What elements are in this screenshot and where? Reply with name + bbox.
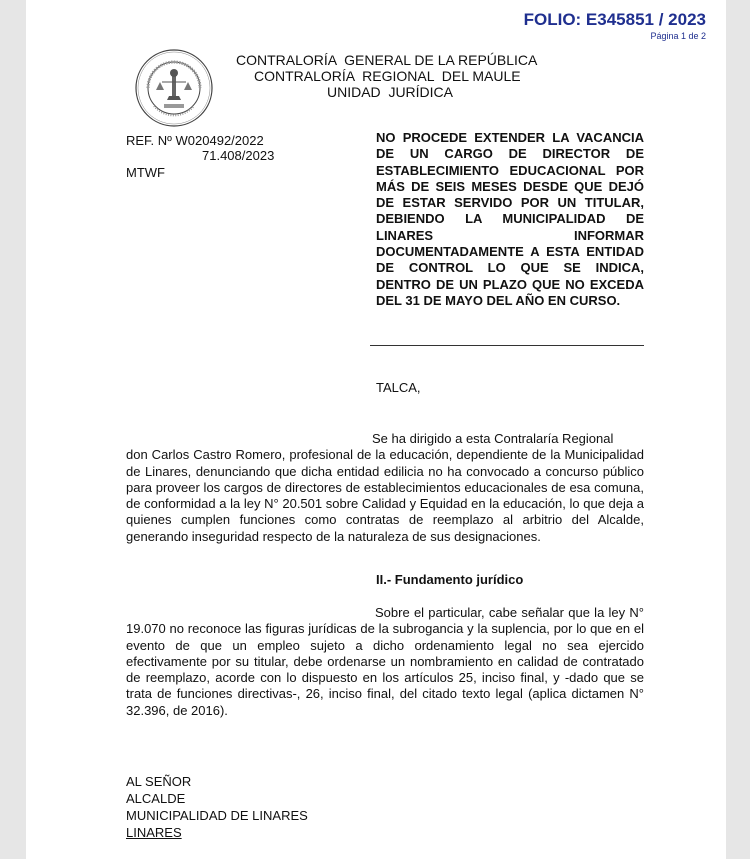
paragraph-introduction-first-line: Se ha dirigido a esta Contralaría Regional [372, 431, 614, 446]
addressee-line-4: LINARES [126, 825, 182, 840]
reference-number: REF. Nº W020492/2022 [126, 133, 264, 148]
summary-divider [370, 345, 644, 346]
addressee-line-3: MUNICIPALIDAD DE LINARES [126, 808, 308, 823]
place-line: TALCA, [376, 380, 421, 395]
paragraph-introduction [126, 431, 644, 545]
header-line-3: UNIDAD JURÍDICA [327, 84, 454, 100]
institution-header [236, 52, 537, 100]
header-line-1: CONTRALORÍA GENERAL DE LA REPÚBLICA [236, 52, 538, 68]
addressee-line-1: AL SEÑOR [126, 774, 192, 789]
paragraph-introduction-body: don Carlos Castro Romero, profesional de la educación, dependiente de la Municipalidad de Linares, denunciando que dicha entidad edilicia no ha convocado a concurso público para proveer los cargos de directores de establecimientos educacionales de esa comuna, de conformidad a la ley N° 20.501 sobre Calidad y Equidad en la educación, lo que deja a quienes cumplen funciones como contratas de reemplazo al arbitrio del Alcalde, generando inseguridad respecto de la naturaleza de sus designaciones. [126, 447, 644, 544]
addressee-line-2: ALCALDE [126, 791, 186, 806]
contraloria-seal-logo [134, 48, 214, 128]
reference-case-number: 71.408/2023 [202, 148, 275, 163]
header-line-2: CONTRALORÍA REGIONAL DEL MAULE [254, 68, 521, 84]
section-title: II.- Fundamento jurídico [376, 572, 524, 587]
paragraph-legal-basis [126, 605, 644, 719]
addressee-block [126, 773, 308, 841]
document-page [26, 0, 726, 859]
summary-block: NO PROCEDE EXTENDER LA VACANCIA DE UN CARGO DE DIRECTOR DE ESTABLECIMIENTO EDUCACIONAL POR MÁS DE SEIS MESES DESDE QUE DEJÓ DE ESTAR SERVIDO POR UN TITULAR, DEBIENDO LA MUNICIPALIDAD DE LINARES INFORMAR DOCUMENTADAMENTE A ESTA ENTIDAD DE CONTROL LO QUE SE INDICA, DENTRO DE UN PLAZO QUE NO EXCEDA DEL 31 DE MAYO DEL AÑO EN CURSO. [376, 130, 644, 308]
reference-initials: MTWF [126, 165, 165, 180]
paragraph-legal-basis-text: Sobre el particular, cabe señalar que la ley N° 19.070 no reconoce las figuras jurídicas de la subrogancia y la suplencia, por lo que en el evento de que un empleo sujeto a dicho ordenamiento legal no sea ejercido efectivamente por su titular, debe ordenarse un nombramiento en calidad de contratado de reemplazo, acorde con lo dispuesto en los artículos 25, inciso final, y -dado que se trata de funciones directivas-, 26, inciso final, del citado texto legal (aplica dictamen N° 32.396, de 2016). [126, 605, 644, 718]
page-number: Página 1 de 2 [650, 31, 706, 41]
folio-number: FOLIO: E345851 / 2023 [523, 10, 706, 29]
